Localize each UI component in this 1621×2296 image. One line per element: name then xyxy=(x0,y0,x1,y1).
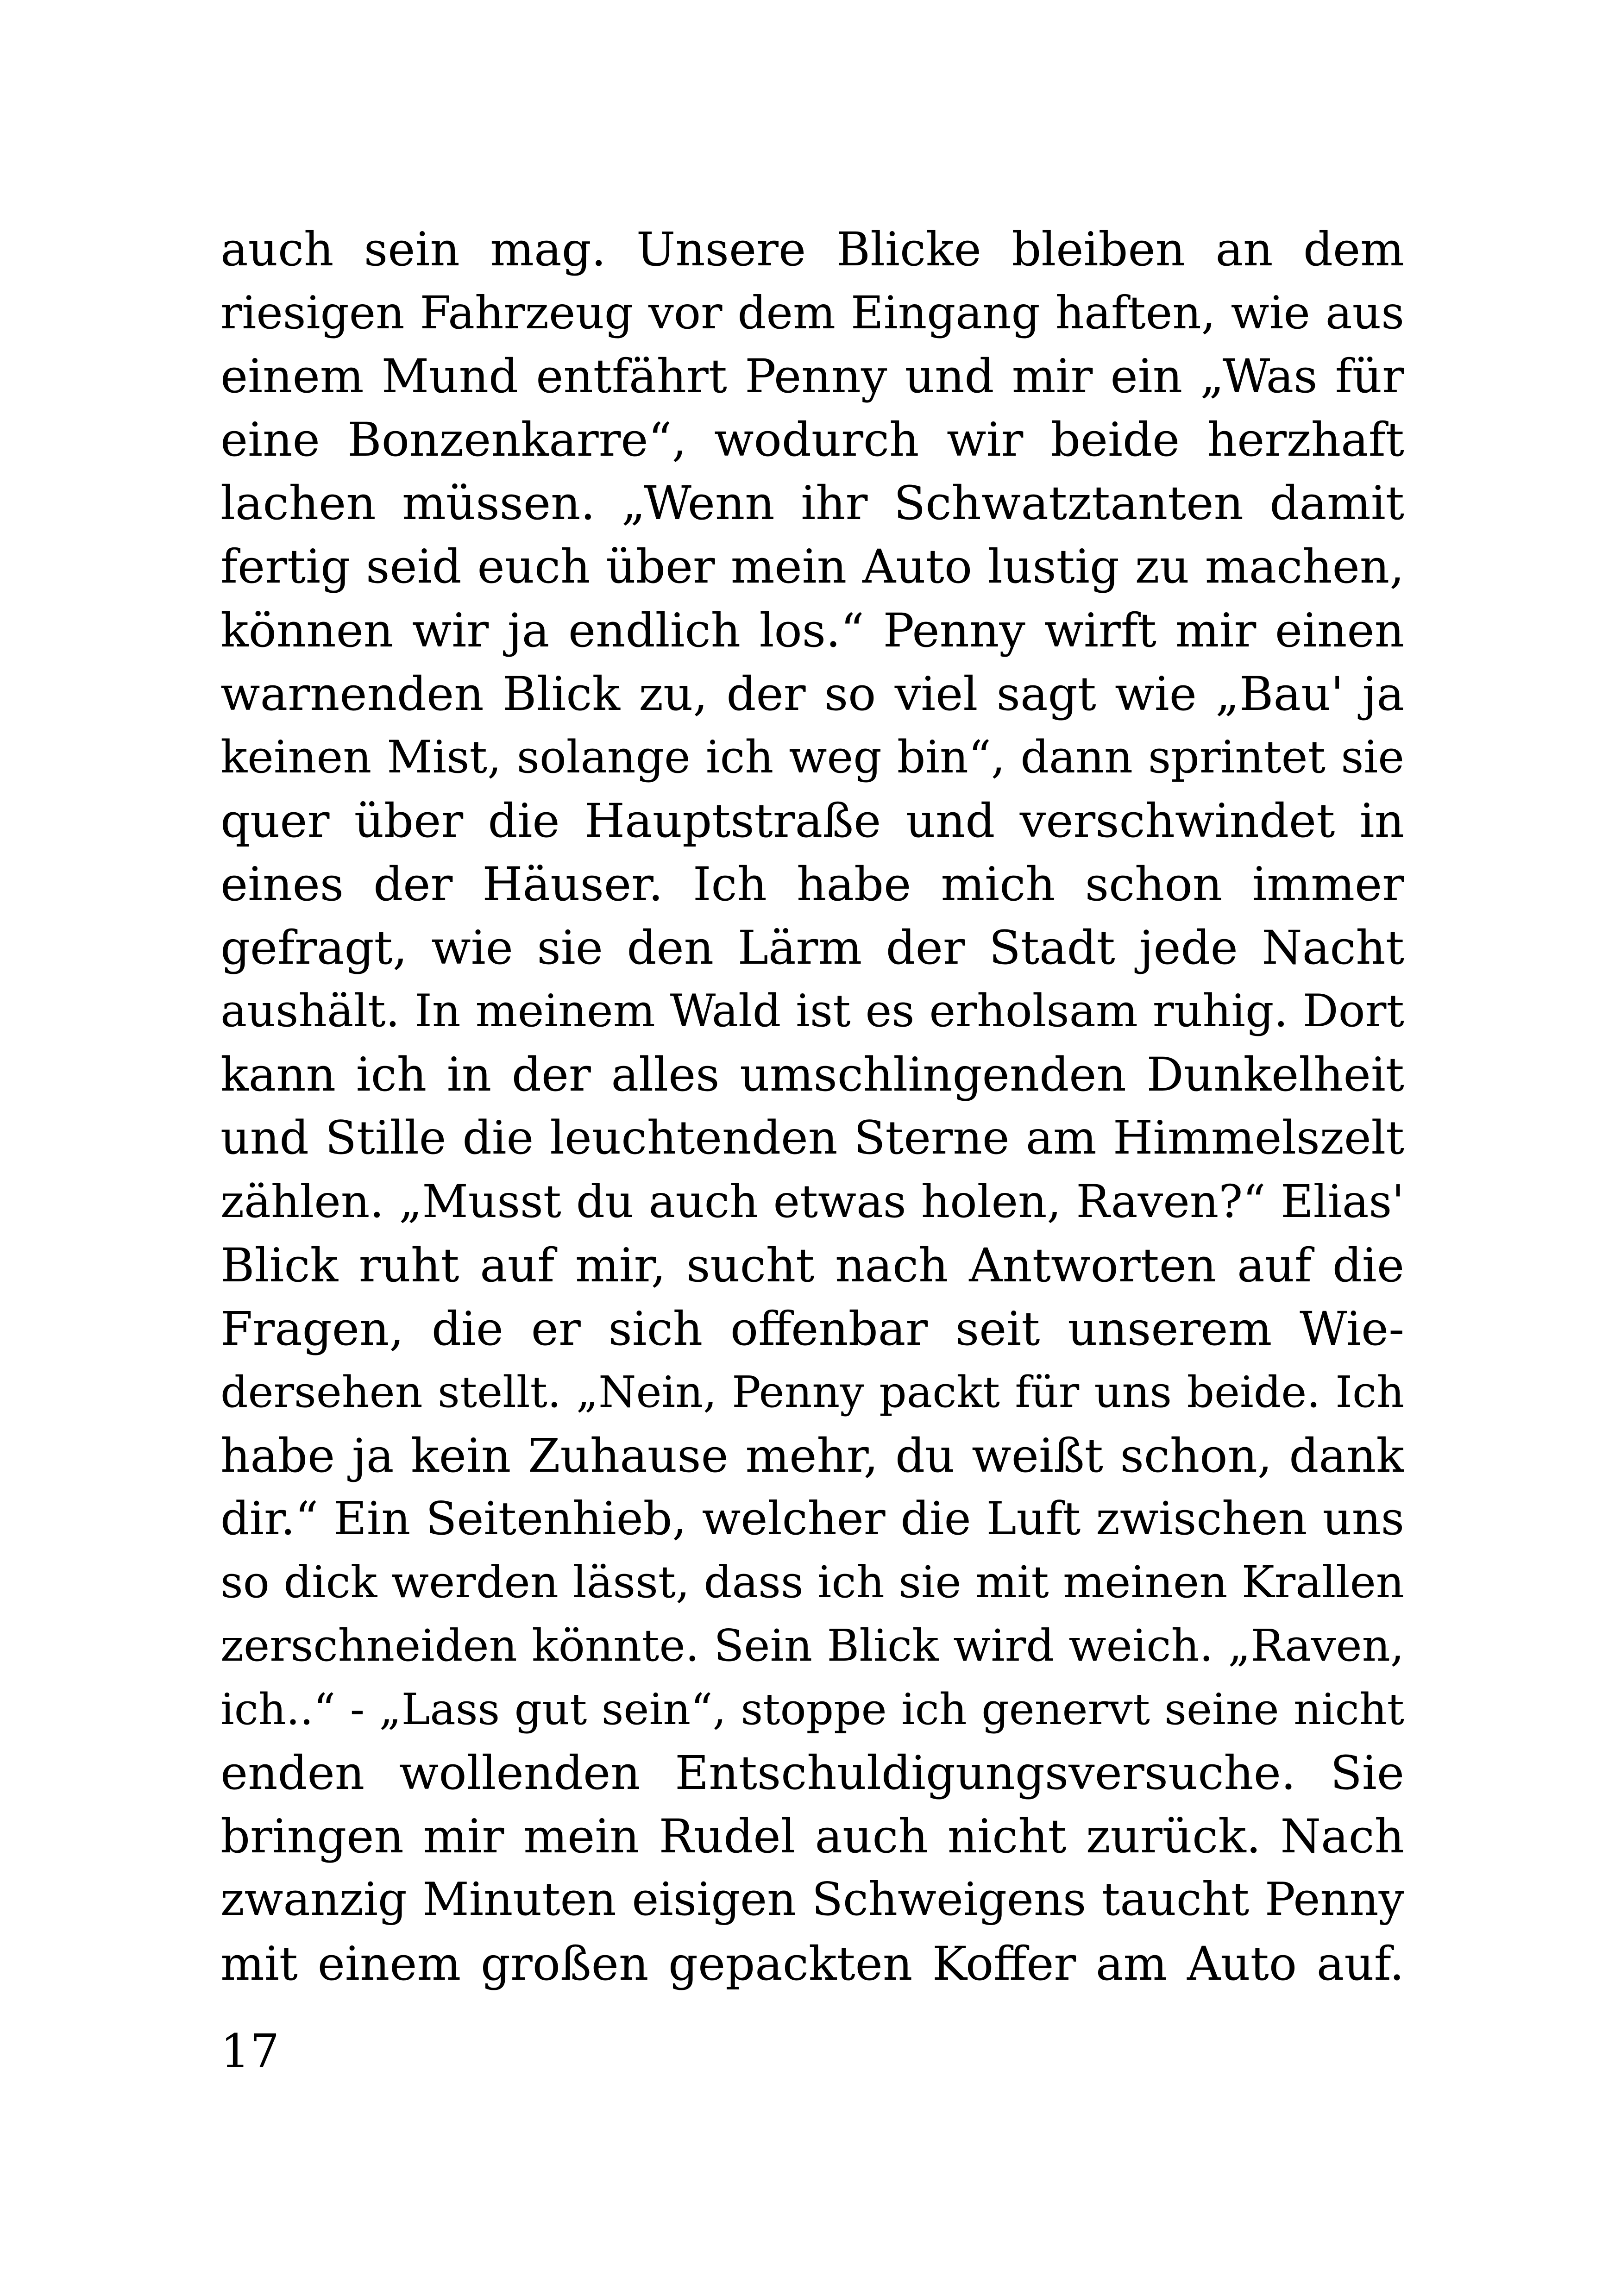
text-line: quer über die Hauptstraße und verschwindet in xyxy=(220,793,1404,848)
text-line: keinen Mist, solange ich weg bin“, dann sprintet sie xyxy=(220,731,1404,783)
text-line: einem Mund entfährt Penny und mir ein „Was für xyxy=(220,349,1404,404)
text-line: gefragt, wie sie den Lärm der Stadt jede Nacht xyxy=(220,921,1404,975)
text-line: warnenden Blick zu, der so viel sagt wie „Bau' ja xyxy=(220,666,1404,721)
text-line: lachen müssen. „Wenn ihr Schwatztanten damit xyxy=(220,476,1404,531)
text-line: mit einem großen gepackten Koffer am Auto auf. xyxy=(220,1936,1404,1991)
text-line: Fragen, die er sich offenbar seit unserem Wie- xyxy=(220,1301,1404,1356)
text-line: fertig seid euch über mein Auto lustig zu machen, xyxy=(220,539,1404,594)
text-line: zählen. „Musst du auch etwas holen, Raven?“ Elias' xyxy=(220,1175,1404,1228)
text-line: ich..“ - „Lass gut sein“, stoppe ich genervt seine nicht xyxy=(220,1684,1404,1735)
text-line: habe ja kein Zuhause mehr, du weißt schon, dank xyxy=(220,1428,1404,1483)
text-line: dir.“ Ein Seitenhieb, welcher die Luft zwischen uns xyxy=(220,1492,1404,1545)
text-line: zerschneiden könnte. Sein Blick wird weich. „Raven, xyxy=(220,1620,1404,1672)
text-line: auch sein mag. Unsere Blicke bleiben an dem xyxy=(220,222,1404,276)
text-line: so dick werden lässt, dass ich sie mit meinen Krallen xyxy=(220,1556,1404,1608)
text-line: kann ich in der alles umschlingenden Dunkelheit xyxy=(220,1048,1404,1102)
text-line: aushält. In meinem Wald ist es erholsam ruhig. Dort xyxy=(220,985,1404,1037)
body-text xyxy=(220,218,1404,1995)
text-line: zwanzig Minuten eisigen Schweigens taucht Penny xyxy=(220,1873,1404,1926)
text-line: bringen mir mein Rudel auch nicht zurück. Nach xyxy=(220,1809,1404,1864)
text-line: riesigen Fahrzeug vor dem Eingang haften, wie aus xyxy=(220,287,1404,339)
text-line: eines der Häuser. Ich habe mich schon immer xyxy=(220,857,1404,911)
text-line: können wir ja endlich los.“ Penny wirft mir einen xyxy=(220,603,1404,658)
page-number: 17 xyxy=(220,2024,280,2078)
text-line: und Stille die leuchtenden Sterne am Himmelszelt xyxy=(220,1111,1404,1165)
text-line: eine Bonzenkarre“, wodurch wir beide herzhaft xyxy=(220,413,1404,467)
text-line: enden wollenden Entschuldigungsversuche. Sie xyxy=(220,1746,1404,1800)
text-line: dersehen stellt. „Nein, Penny packt für uns beide. Ich xyxy=(220,1367,1404,1417)
text-line: Blick ruht auf mir, sucht nach Antworten auf die xyxy=(220,1238,1404,1292)
